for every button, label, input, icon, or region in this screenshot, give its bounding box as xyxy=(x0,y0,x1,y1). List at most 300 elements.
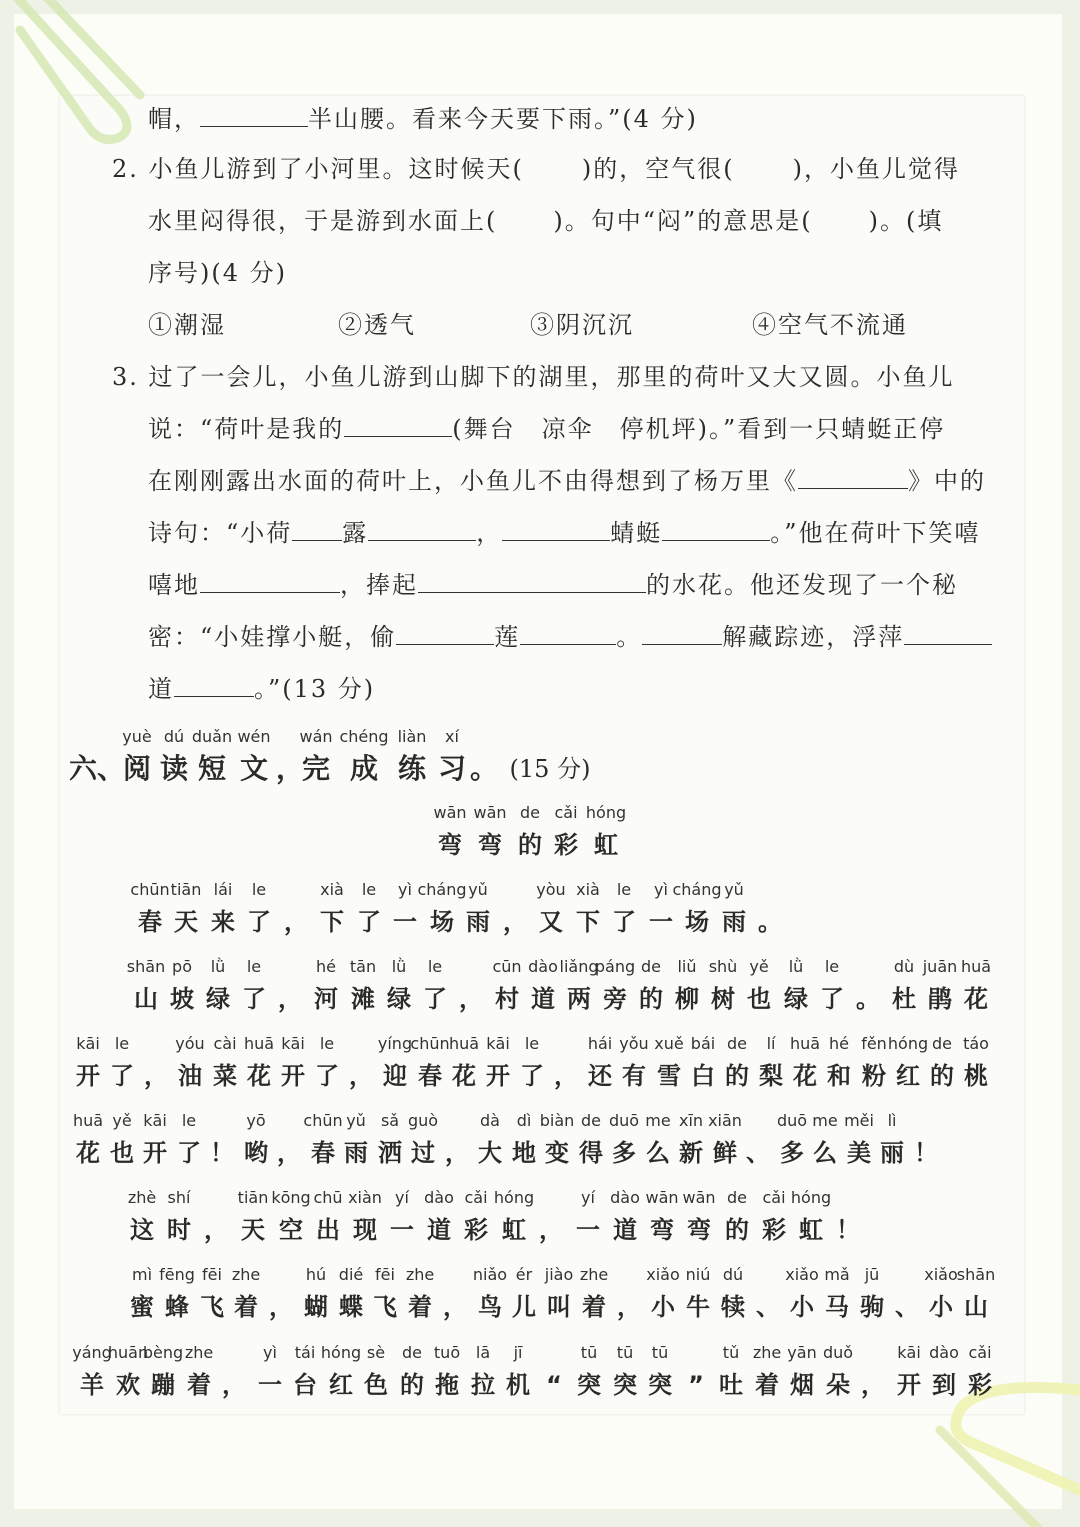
hanzi: 了 xyxy=(820,985,844,1013)
pinyin: fēi xyxy=(202,1265,222,1284)
pinyin: zhe xyxy=(184,1343,214,1362)
q2-line-1 xyxy=(112,154,960,184)
pinyin: dì xyxy=(516,1111,532,1130)
hanzi: 绿 xyxy=(206,985,230,1013)
q3-text: 。”(13 分) xyxy=(254,675,376,703)
hanzi: 着 xyxy=(187,1371,211,1399)
pinyin: le xyxy=(524,1034,540,1053)
hanzi: 菜 xyxy=(213,1062,237,1090)
pinyin: xià xyxy=(320,880,344,899)
q3-blank-1[interactable] xyxy=(344,414,452,437)
pinyin: hóng xyxy=(320,1343,362,1362)
hanzi: 红 xyxy=(329,1371,353,1399)
hanzi: 犊 xyxy=(721,1293,745,1321)
q3-text: 。 xyxy=(616,623,643,651)
q3-blank-12[interactable] xyxy=(904,622,992,645)
hanzi: 迎 xyxy=(383,1062,407,1090)
q3-blank-9[interactable] xyxy=(396,622,494,645)
q2-option-3: ③阴沉沉 xyxy=(530,311,634,339)
pinyin: jī xyxy=(513,1343,523,1362)
hanzi: 台 xyxy=(293,1371,317,1399)
pinyin xyxy=(213,1187,218,1209)
story-line xyxy=(0,879,1080,951)
hanzi: 小 xyxy=(790,1293,814,1321)
hanzi: 弯 xyxy=(438,831,462,859)
q3-blank-3[interactable] xyxy=(292,518,342,541)
hanzi: 蹦 xyxy=(151,1371,175,1399)
hanzi: 着 xyxy=(408,1293,432,1321)
hanzi: 彩 xyxy=(762,1216,786,1244)
hanzi: ， xyxy=(284,908,308,936)
hanzi: 烟 xyxy=(790,1371,814,1399)
story-title xyxy=(0,802,1080,874)
hanzi: 下 xyxy=(576,908,600,936)
hanzi: 了 xyxy=(315,1062,339,1090)
hanzi: 绿 xyxy=(784,985,808,1013)
hanzi: 小 xyxy=(929,1293,953,1321)
hanzi: 完 xyxy=(302,752,331,785)
hanzi: 丽 xyxy=(880,1139,904,1167)
q3-blank-8[interactable] xyxy=(418,570,646,593)
hanzi: 一 xyxy=(393,908,417,936)
hanzi: 着 xyxy=(582,1293,606,1321)
q2-text: 水里闷得很，于是游到水面上( xyxy=(148,207,498,235)
pinyin xyxy=(548,1187,553,1209)
pinyin xyxy=(865,956,870,978)
hanzi: 蝴 xyxy=(304,1293,328,1321)
pinyin: liǎng xyxy=(559,957,599,976)
pinyin-spacer xyxy=(547,726,552,748)
story-line xyxy=(0,1342,1080,1414)
hanzi: ， xyxy=(277,1139,301,1167)
hanzi: 小 xyxy=(651,1293,675,1321)
pinyin: wān xyxy=(645,1188,679,1207)
hanzi: ， xyxy=(276,752,305,785)
pinyin: yě xyxy=(112,1111,132,1130)
hanzi: 地 xyxy=(512,1139,536,1167)
pinyin: wān xyxy=(433,803,467,822)
pinyin: wān xyxy=(473,803,507,822)
hanzi: 花 xyxy=(964,985,988,1013)
pinyin: tān xyxy=(349,957,377,976)
section-prefix: 六、 xyxy=(69,752,126,785)
pinyin: yíng xyxy=(377,1034,413,1053)
pinyin xyxy=(468,956,473,978)
hanzi: 一 xyxy=(649,908,673,936)
hanzi: 吐 xyxy=(719,1371,743,1399)
hanzi: 春 xyxy=(311,1139,335,1167)
hanzi: 春 xyxy=(418,1062,442,1090)
pinyin: zhe xyxy=(752,1343,782,1362)
pinyin: de xyxy=(520,803,540,822)
pinyin: cǎi xyxy=(554,803,578,822)
hanzi: 这 xyxy=(130,1216,154,1244)
pinyin xyxy=(693,1342,698,1364)
pinyin: xiān xyxy=(708,1111,742,1130)
pinyin: fěn xyxy=(861,1034,887,1053)
pinyin: yí xyxy=(581,1188,595,1207)
hanzi: 还 xyxy=(588,1062,612,1090)
hanzi: 和 xyxy=(827,1062,851,1090)
hanzi: 得 xyxy=(579,1139,603,1167)
hanzi: 习 xyxy=(438,752,467,785)
hanzi: 油 xyxy=(178,1062,202,1090)
hanzi: 着 xyxy=(755,1371,779,1399)
pinyin: yō xyxy=(246,1111,266,1130)
pinyin: hóng xyxy=(585,803,627,822)
pinyin: wán xyxy=(299,727,333,746)
q3-blank-4[interactable] xyxy=(368,518,476,541)
pinyin: xiǎo xyxy=(785,1265,819,1284)
pinyin: le xyxy=(319,1034,335,1053)
pinyin: yì xyxy=(654,880,668,899)
pinyin: tiān xyxy=(170,880,202,899)
score-text: (15 分) xyxy=(509,755,591,783)
q3-text: 露 xyxy=(342,519,369,547)
hanzi: 短 xyxy=(198,752,227,785)
hanzi: 。 xyxy=(758,908,782,936)
hanzi: 开 xyxy=(76,1062,100,1090)
hanzi: 两 xyxy=(567,985,591,1013)
hanzi: 粉 xyxy=(862,1062,886,1090)
hanzi: 蜂 xyxy=(165,1293,189,1321)
hanzi: 到 xyxy=(932,1371,956,1399)
pinyin: dào xyxy=(528,957,558,976)
pinyin xyxy=(512,879,517,901)
hanzi: 春 xyxy=(138,908,162,936)
pinyin: yòu xyxy=(536,880,566,899)
hanzi: ， xyxy=(617,1293,641,1321)
hanzi: 文 xyxy=(240,752,269,785)
q2-text: )。句中“闷”的意思是( xyxy=(553,207,813,235)
pinyin: mì xyxy=(131,1265,153,1284)
pinyin: lā xyxy=(475,1343,491,1362)
pinyin: mǎ xyxy=(824,1265,850,1284)
q1-blank[interactable] xyxy=(200,104,308,127)
q3-blank-11[interactable] xyxy=(642,622,722,645)
hanzi: 白 xyxy=(691,1062,715,1090)
pinyin: le xyxy=(251,880,267,899)
pinyin: xí xyxy=(445,727,459,746)
hanzi: 多 xyxy=(612,1139,636,1167)
hanzi: 多 xyxy=(780,1139,804,1167)
hanzi: 的 xyxy=(725,1216,749,1244)
hanzi: ， xyxy=(445,1139,469,1167)
hanzi: 杜 xyxy=(892,985,916,1013)
q3-line-5 xyxy=(148,570,958,600)
hanzi: ， xyxy=(278,985,302,1013)
hanzi: 的 xyxy=(930,1062,954,1090)
pinyin: hé xyxy=(829,1034,849,1053)
hanzi: 洒 xyxy=(378,1139,402,1167)
pinyin: hú xyxy=(305,1265,327,1284)
q3-text: 在刚刚露出水面的荷叶上，小鱼儿不由得想到了杨万里《 xyxy=(148,467,798,495)
pinyin: cháng xyxy=(417,880,467,899)
hanzi: 弯 xyxy=(687,1216,711,1244)
hanzi: 了 xyxy=(177,1139,201,1167)
pinyin: lǜ xyxy=(210,957,226,976)
pinyin: shān xyxy=(126,957,166,976)
hanzi: 大 xyxy=(478,1139,502,1167)
hanzi: 拖 xyxy=(435,1371,459,1399)
pinyin: de xyxy=(641,957,661,976)
pinyin: huā xyxy=(72,1111,104,1130)
section-6-heading xyxy=(0,726,1080,798)
pinyin: bái xyxy=(690,1034,716,1053)
pinyin: tiān xyxy=(237,1188,269,1207)
pinyin: huā xyxy=(789,1034,821,1053)
hanzi: ， xyxy=(204,1216,228,1244)
hanzi: 朵 xyxy=(826,1371,850,1399)
hanzi: 、 xyxy=(746,1139,770,1167)
pinyin: yǔ xyxy=(468,880,488,899)
hanzi: ， xyxy=(443,1293,467,1321)
hanzi: 又 xyxy=(539,908,563,936)
hanzi: 的 xyxy=(518,831,542,859)
story-line xyxy=(0,1264,1080,1336)
hanzi: 现 xyxy=(353,1216,377,1244)
hanzi: 虹 xyxy=(799,1216,823,1244)
hanzi: 读 xyxy=(160,752,189,785)
pinyin xyxy=(904,1264,909,1286)
hanzi: 了 xyxy=(612,908,636,936)
hanzi: 马 xyxy=(825,1293,849,1321)
q3-text: 嘻地 xyxy=(148,571,200,599)
hanzi: ， xyxy=(459,985,483,1013)
pinyin: wān xyxy=(682,1188,716,1207)
pinyin: de xyxy=(727,1188,747,1207)
hanzi: 有 xyxy=(622,1062,646,1090)
hanzi: ， xyxy=(861,1371,885,1399)
pinyin: kāi xyxy=(486,1034,510,1053)
pinyin xyxy=(293,879,298,901)
pinyin: le xyxy=(114,1034,130,1053)
pinyin xyxy=(626,1264,631,1286)
hanzi: 成 xyxy=(350,752,379,785)
hanzi: 么 xyxy=(813,1139,837,1167)
hanzi: 虹 xyxy=(502,1216,526,1244)
hanzi: 彩 xyxy=(554,831,578,859)
q3-blank-5[interactable] xyxy=(502,518,610,541)
hanzi: 。 xyxy=(470,752,499,785)
story-line xyxy=(0,1110,1080,1182)
pinyin: dà xyxy=(480,1111,500,1130)
hanzi: 山 xyxy=(134,985,158,1013)
pinyin: cài xyxy=(213,1034,237,1053)
hanzi: 开 xyxy=(897,1371,921,1399)
pinyin: hóng xyxy=(887,1034,929,1053)
hanzi: 场 xyxy=(430,908,454,936)
pinyin: me xyxy=(645,1111,671,1130)
pinyin: le xyxy=(246,957,262,976)
pinyin: sè xyxy=(366,1343,386,1362)
hanzi: ！ xyxy=(914,1139,938,1167)
hanzi: 一 xyxy=(390,1216,414,1244)
pinyin: de xyxy=(932,1034,952,1053)
pinyin: cǎi xyxy=(762,1188,786,1207)
pinyin xyxy=(755,1110,760,1132)
hanzi: 么 xyxy=(646,1139,670,1167)
hanzi: 开 xyxy=(281,1062,305,1090)
pinyin: yǒu xyxy=(619,1034,649,1053)
pinyin: tū xyxy=(616,1343,634,1362)
pinyin: kōng xyxy=(271,1188,311,1207)
pinyin xyxy=(923,1110,928,1132)
hanzi: 雪 xyxy=(657,1062,681,1090)
q1-tail-line xyxy=(148,104,698,134)
hanzi: 蜜 xyxy=(130,1293,154,1321)
q3-blank-7[interactable] xyxy=(200,570,340,593)
hanzi: 出 xyxy=(316,1216,340,1244)
pinyin: hóng xyxy=(493,1188,535,1207)
q1-tail-pre: 帽， xyxy=(148,105,200,133)
hanzi: 哟 xyxy=(244,1139,268,1167)
pinyin: chūn xyxy=(130,880,170,899)
hanzi: 儿 xyxy=(512,1293,536,1321)
pinyin xyxy=(765,1264,770,1286)
hanzi: 。 xyxy=(856,985,880,1013)
hanzi: 雨 xyxy=(466,908,490,936)
hanzi: 道 xyxy=(427,1216,451,1244)
pinyin: cūn xyxy=(492,957,522,976)
hanzi: 拉 xyxy=(471,1371,495,1399)
pinyin: zhe xyxy=(231,1265,261,1284)
pinyin: le xyxy=(616,880,632,899)
hanzi: 空 xyxy=(279,1216,303,1244)
q2-option-2: ②透气 xyxy=(338,311,416,339)
q3-text: 蜻蜓 xyxy=(610,519,663,547)
hanzi: ” xyxy=(688,1371,704,1399)
story-line xyxy=(0,1187,1080,1259)
hanzi: 下 xyxy=(320,908,344,936)
pinyin: chūn xyxy=(303,1111,343,1130)
pinyin: lí xyxy=(766,1034,776,1053)
pinyin: tǔ xyxy=(722,1343,740,1362)
pinyin: duō xyxy=(608,1111,640,1130)
q3-text: 道 xyxy=(148,675,174,703)
pinyin: dié xyxy=(338,1265,364,1284)
pinyin: tū xyxy=(651,1343,669,1362)
pinyin: kāi xyxy=(897,1343,921,1362)
hanzi: 突 xyxy=(648,1371,672,1399)
hanzi: 雨 xyxy=(344,1139,368,1167)
q3-text: 。”他在荷叶下笑嘻 xyxy=(770,519,981,547)
hanzi: 了 xyxy=(357,908,381,936)
pinyin: ér xyxy=(515,1265,533,1284)
q3-text: ，捧起 xyxy=(340,571,418,599)
pinyin xyxy=(287,956,292,978)
hanzi: 也 xyxy=(747,985,771,1013)
q3-line-4 xyxy=(148,518,981,548)
q3-line-2 xyxy=(148,414,945,444)
pinyin: lǜ xyxy=(788,957,804,976)
hanzi: 蝶 xyxy=(339,1293,363,1321)
hanzi: 了 xyxy=(247,908,271,936)
q3-blank-10[interactable] xyxy=(520,622,616,645)
pinyin xyxy=(286,1110,291,1132)
hanzi: 的 xyxy=(725,1062,749,1090)
q3-blank-13[interactable] xyxy=(174,674,254,697)
hanzi: 驹 xyxy=(860,1293,884,1321)
pinyin: cháng xyxy=(672,880,722,899)
hanzi: 天 xyxy=(174,908,198,936)
pinyin: sǎ xyxy=(380,1111,400,1130)
pinyin xyxy=(153,1033,158,1055)
q3-line-3 xyxy=(148,466,986,496)
q2-text: 2. 小鱼儿游到了小河里。这时候天( xyxy=(112,155,524,183)
pinyin: cǎi xyxy=(464,1188,488,1207)
pinyin xyxy=(563,1033,568,1055)
pinyin: zhè xyxy=(127,1188,157,1207)
pinyin: niú xyxy=(685,1265,711,1284)
q3-line-6 xyxy=(148,622,992,652)
hanzi: 美 xyxy=(847,1139,871,1167)
pinyin: xiàn xyxy=(348,1188,382,1207)
pinyin: cǎi xyxy=(968,1343,992,1362)
q3-text: 莲 xyxy=(494,623,521,651)
q2-text: )的，空气很( xyxy=(581,155,735,183)
hanzi: 着 xyxy=(234,1293,258,1321)
pinyin: le xyxy=(427,957,443,976)
hanzi: 鸟 xyxy=(478,1293,502,1321)
hanzi: 飞 xyxy=(200,1293,224,1321)
pinyin: le xyxy=(181,1111,197,1130)
hanzi: 花 xyxy=(793,1062,817,1090)
pinyin: liǔ xyxy=(677,957,697,976)
pinyin: de xyxy=(581,1111,601,1130)
q3-blank-2[interactable] xyxy=(798,466,908,489)
q3-line-7 xyxy=(148,674,375,704)
pinyin: me xyxy=(812,1111,838,1130)
pinyin: lì xyxy=(887,1111,897,1130)
pinyin: měi xyxy=(844,1111,874,1130)
pinyin: duǒ xyxy=(822,1343,854,1362)
hanzi: 花 xyxy=(452,1062,476,1090)
hanzi: 弯 xyxy=(650,1216,674,1244)
hanzi: 色 xyxy=(364,1371,388,1399)
hanzi: 鹃 xyxy=(928,985,952,1013)
pinyin: yáng xyxy=(72,1343,112,1362)
hanzi: 雨 xyxy=(722,908,746,936)
pinyin: xiǎo xyxy=(646,1265,680,1284)
hanzi: 了 xyxy=(520,1062,544,1090)
q2-option-1: ①潮湿 xyxy=(148,311,226,339)
q1-tail-mid: 半山腰。看来今天要下雨。”(4 分) xyxy=(308,105,698,133)
q2-line-3: 序号)(4 分) xyxy=(148,259,287,287)
q2-text: )。(填 xyxy=(868,207,944,235)
pinyin: yí xyxy=(395,1188,409,1207)
q3-blank-6[interactable] xyxy=(662,518,770,541)
hanzi: 红 xyxy=(896,1062,920,1090)
hanzi: 坡 xyxy=(170,985,194,1013)
hanzi: 树 xyxy=(711,985,735,1013)
pinyin: niǎo xyxy=(472,1265,508,1284)
hanzi: 开 xyxy=(486,1062,510,1090)
pinyin: lǜ xyxy=(391,957,407,976)
pinyin: juān xyxy=(922,957,958,976)
pinyin: de xyxy=(727,1034,747,1053)
pinyin xyxy=(481,726,486,748)
hanzi: ， xyxy=(144,1062,168,1090)
hanzi: ， xyxy=(554,1062,578,1090)
hanzi: 场 xyxy=(685,908,709,936)
q3-text: ， xyxy=(476,519,503,547)
hanzi: 机 xyxy=(506,1371,530,1399)
q2-text: )，小鱼儿觉得 xyxy=(792,155,960,183)
pinyin: kāi xyxy=(76,1034,100,1053)
pinyin xyxy=(452,1264,457,1286)
hanzi: 鲜 xyxy=(713,1139,737,1167)
